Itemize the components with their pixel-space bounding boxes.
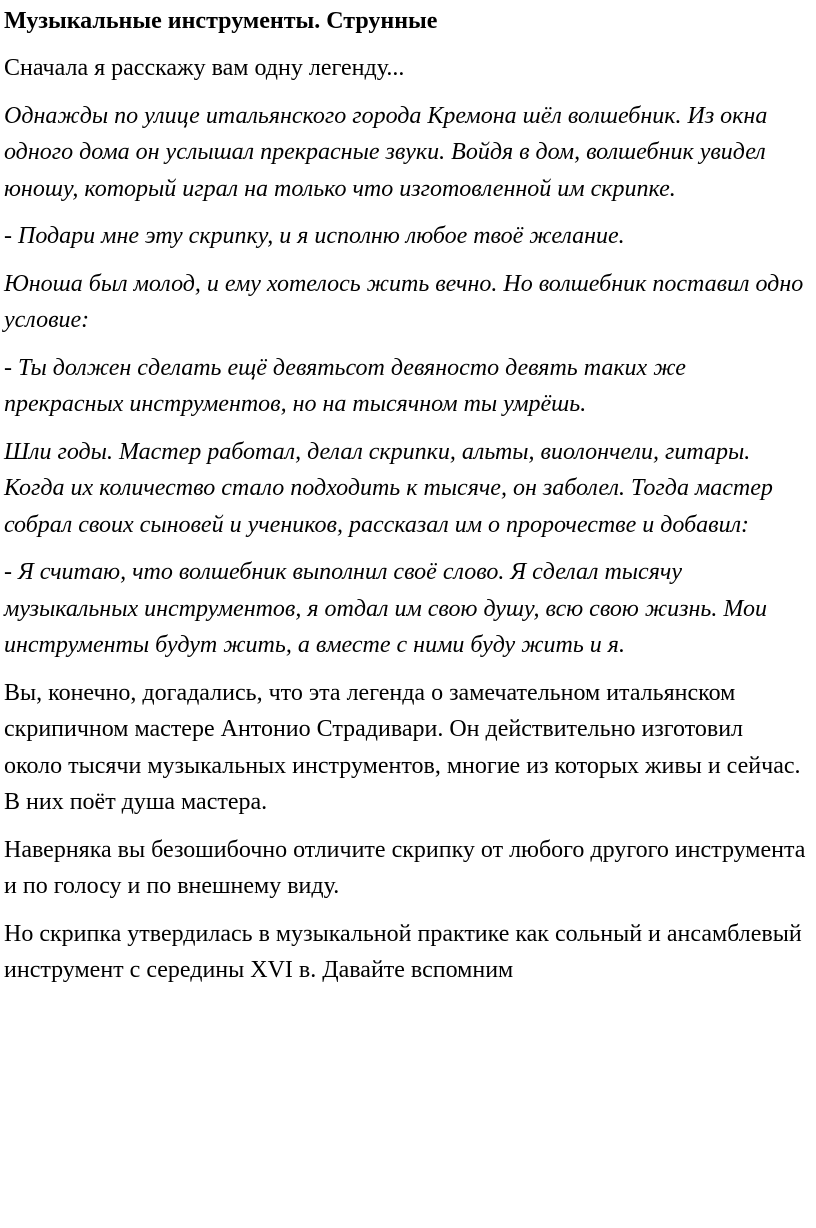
paragraph-wizard-terms: - Ты должен сделать ещё девятьсот девяносто девять таких же прекрасных инструментов, но на тысячном ты умрёшь. bbox=[4, 354, 686, 417]
document-title: Музыкальные инструменты. Струнные bbox=[4, 8, 438, 34]
paragraph-legend-wizard: Однажды по улице итальянского города Кремона шёл волшебник. Из окна одного дома он услышал прекрасные звуки. Войдя в дом, волшебник увидел юношу, который играл на только что изготовленной им скрипке. bbox=[4, 102, 768, 202]
paragraph-years-passed: Шли годы. Мастер работал, делал скрипки, альты, виолончели, гитары. Когда их количество стало подходить к тысяче, он заболел. Тогда мастер собрал своих сыновей и учеников, рассказал им о пророчестве и добавил: bbox=[4, 438, 773, 538]
paragraph-youth-condition: Юноша был молод, и ему хотелось жить вечно. Но волшебник поставил одно условие: bbox=[4, 270, 804, 333]
paragraph-wizard-offer: - Подари мне эту скрипку, и я исполню любое твоё желание. bbox=[4, 223, 625, 249]
paragraph-master-words: - Я считаю, что волшебник выполнил своё слово. Я сделал тысячу музыкальных инструментов, я отдал им свою душу, всю свою жизнь. Мои инструменты будут жить, а вместе с ними буду жить и я. bbox=[4, 559, 768, 658]
paragraph-stradivari: Вы, конечно, догадались, что эта легенда о замечательном итальянском скрипичном мастере Антонио Страдивари. Он действительно изготовил около тысячи музыкальных инструментов, многие из которых живы и сейчас. В них поёт душа мастера. bbox=[4, 679, 801, 815]
paragraph-violin-history: Но скрипка утвердилась в музыкальной практике как сольный и ансамблевый инструмент с середины XVI в. Давайте вспомним bbox=[4, 920, 802, 983]
paragraph-violin-recognition: Наверняка вы безошибочно отличите скрипку от любого другого инструмента и по голосу и по внешнему виду. bbox=[4, 836, 806, 899]
paragraph-intro: Сначала я расскажу вам одну легенду... bbox=[4, 55, 405, 81]
